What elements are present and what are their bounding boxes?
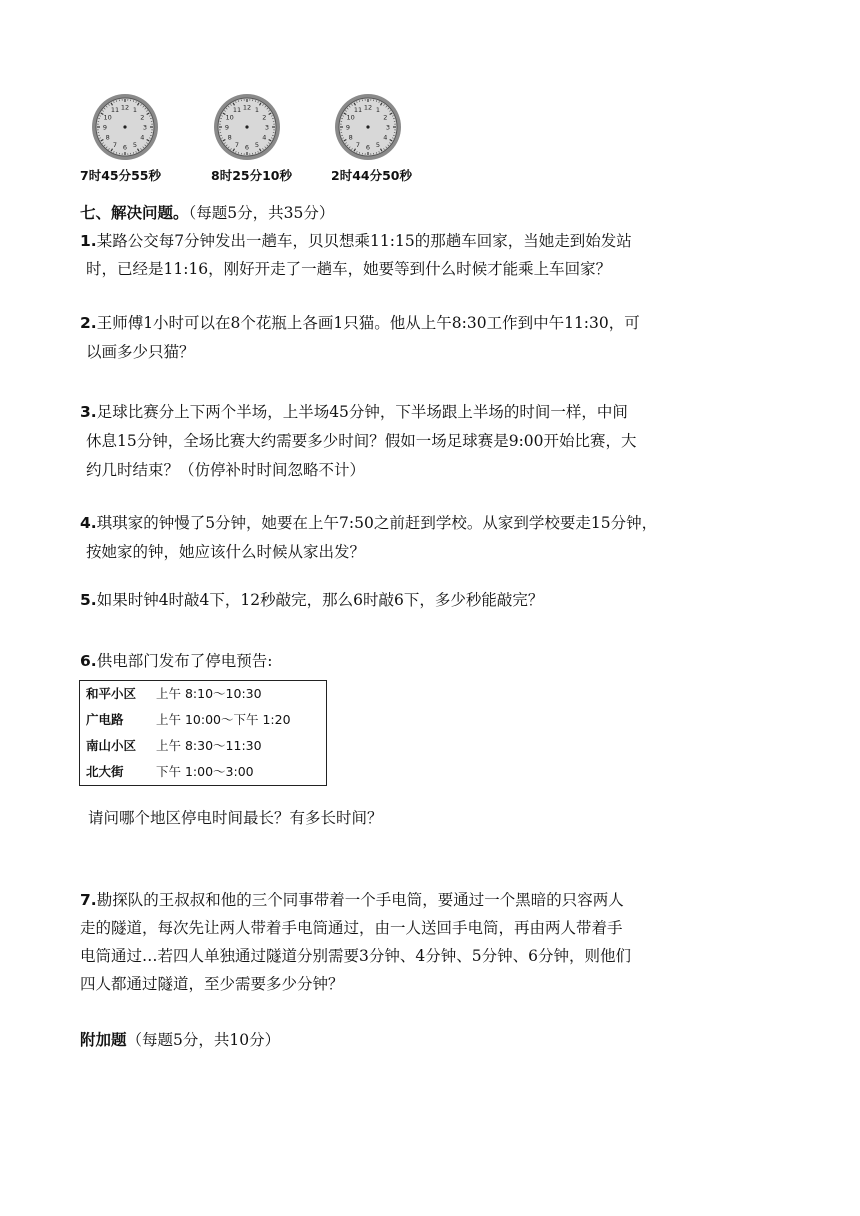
svg-text:6: 6 <box>122 143 128 152</box>
svg-text:12: 12 <box>363 103 373 112</box>
svg-text:9: 9 <box>224 123 230 132</box>
svg-text:9: 9 <box>102 123 108 132</box>
outage-notice-table <box>79 680 327 786</box>
problem-text: 以画多少只猫？ <box>86 343 195 361</box>
clock-2 <box>202 92 322 187</box>
svg-text:10: 10 <box>225 113 234 122</box>
problem-text: 电筒通过…若四人单独通过隧道分别需要3分钟、4分钟、5分钟、6分钟，则他们 <box>80 947 631 965</box>
problem-text: 王师傅1小时可以在8个花瓶上各画1只猫。他从上午8:30工作到中午11:30，可 <box>96 314 640 332</box>
svg-text:12: 12 <box>242 103 252 112</box>
problem-number: 3. <box>80 403 97 421</box>
problem-3-line-3 <box>86 460 365 480</box>
svg-text:11: 11 <box>353 106 363 115</box>
problem-text: 琪琪家的钟慢了5分钟，她要在上午7:50之前赶到学校。从家到学校要走15分钟， <box>96 514 658 532</box>
outage-area: 北大街 <box>86 764 124 779</box>
svg-text:12: 12 <box>120 103 130 112</box>
section-title: 七、解决问题。 <box>80 204 189 222</box>
svg-text:10: 10 <box>103 113 112 122</box>
problem-text: 时，已经是11:16，刚好开走了一趟车，她要等到什么时候才能乘上车回家？ <box>86 260 612 278</box>
problem-2-line-2 <box>86 342 195 362</box>
svg-text:3: 3 <box>142 123 148 132</box>
outage-time: 上午 8:10～10:30 <box>156 686 262 701</box>
problem-text: 休息15分钟，全场比赛大约需要多少时间？假如一场足球赛是9:00开始比赛，大 <box>86 432 637 450</box>
svg-text:3: 3 <box>385 123 391 132</box>
svg-text:11: 11 <box>110 106 120 115</box>
svg-text:1: 1 <box>254 106 260 115</box>
svg-text:4: 4 <box>140 133 145 142</box>
problem-4-line-2 <box>86 542 365 562</box>
svg-text:3: 3 <box>264 123 270 132</box>
svg-text:5: 5 <box>132 140 138 149</box>
problem-7-line-3 <box>80 946 631 966</box>
problem-number: 1. <box>80 232 97 250</box>
problem-7-line-4 <box>80 974 344 994</box>
outage-time: 上午 10:00～下午 1:20 <box>156 712 291 727</box>
svg-text:4: 4 <box>262 133 267 142</box>
svg-text:5: 5 <box>254 140 260 149</box>
svg-text:7: 7 <box>112 140 118 149</box>
outage-area: 和平小区 <box>86 686 137 701</box>
problem-3-line-1 <box>80 402 628 422</box>
svg-text:2: 2 <box>383 113 388 122</box>
problem-1-line-1 <box>80 231 632 251</box>
problem-number: 2. <box>80 314 97 332</box>
outage-time: 下午 1:00～3:00 <box>156 764 254 779</box>
svg-text:1: 1 <box>375 106 381 115</box>
problem-text: 某路公交每7分钟发出一趟车，贝贝想乘11:15的那趟车回家，当她走到始发站 <box>96 232 632 250</box>
svg-text:11: 11 <box>232 106 242 115</box>
outage-area: 广电路 <box>86 712 124 727</box>
problem-1-line-2 <box>86 259 611 279</box>
problem-text: 约几时结束？（仿停补时时间忽略不计） <box>86 461 366 479</box>
clock-face-icon <box>212 92 282 162</box>
outage-time: 上午 8:30～11:30 <box>156 738 262 753</box>
clock-faces <box>80 92 440 187</box>
problem-text: 供电部门发布了停电预告: <box>96 652 273 670</box>
svg-text:5: 5 <box>375 140 381 149</box>
svg-text:8: 8 <box>227 133 232 142</box>
svg-text:7: 7 <box>234 140 240 149</box>
clock-caption: 7时45分55秒 <box>80 168 161 183</box>
problem-4-line-1 <box>80 513 657 533</box>
extra-note: （每题5分，共10分） <box>126 1031 281 1049</box>
extra-heading <box>80 1030 280 1050</box>
clock-face-icon <box>333 92 403 162</box>
problem-5-line-1 <box>80 590 543 610</box>
section-heading <box>80 203 334 223</box>
svg-text:8: 8 <box>105 133 110 142</box>
problem-7-line-2 <box>80 918 623 938</box>
svg-text:6: 6 <box>365 143 371 152</box>
svg-text:6: 6 <box>244 143 250 152</box>
svg-text:8: 8 <box>348 133 353 142</box>
extra-title: 附加题 <box>80 1031 127 1049</box>
problem-number: 4. <box>80 514 97 532</box>
problem-text: 足球比赛分上下两个半场，上半场45分钟，下半场跟上半场的时间一样，中间 <box>96 403 628 421</box>
svg-text:2: 2 <box>262 113 267 122</box>
svg-text:4: 4 <box>383 133 388 142</box>
problem-number: 6. <box>80 652 97 670</box>
problem-text: 如果时钟4时敲4下，12秒敲完，那么6时敲6下，多少秒能敲完？ <box>96 591 544 609</box>
problem-3-line-2 <box>86 431 637 451</box>
clock-caption: 2时44分50秒 <box>331 168 412 183</box>
clock-3 <box>323 92 443 187</box>
svg-text:2: 2 <box>140 113 145 122</box>
problem-number: 7. <box>80 891 97 909</box>
problem-2-line-1 <box>80 313 640 333</box>
svg-text:10: 10 <box>346 113 355 122</box>
outage-area: 南山小区 <box>86 738 137 753</box>
problem-text: 走的隧道，每次先让两人带着手电筒通过，由一人送回手电筒，再由两人带着手 <box>80 919 623 937</box>
problem-text: 勘探队的王叔叔和他的三个同事带着一个手电筒，要通过一个黑暗的只容两人 <box>96 891 624 909</box>
problem-6-intro <box>80 651 272 671</box>
section-note: （每题5分，共35分） <box>188 204 335 222</box>
svg-text:7: 7 <box>355 140 361 149</box>
clock-1 <box>80 92 200 187</box>
problem-text: 按她家的钟，她应该什么时候从家出发？ <box>86 543 366 561</box>
clock-caption: 8时25分10秒 <box>211 168 292 183</box>
svg-text:1: 1 <box>132 106 138 115</box>
problem-7-line-1 <box>80 890 624 910</box>
problem-6-question <box>88 808 383 828</box>
problem-text: 请问哪个地区停电时间最长？有多长时间？ <box>88 809 383 827</box>
svg-text:9: 9 <box>345 123 351 132</box>
problem-text: 四人都通过隧道，至少需要多少分钟？ <box>80 975 344 993</box>
clock-face-icon <box>90 92 160 162</box>
problem-number: 5. <box>80 591 97 609</box>
